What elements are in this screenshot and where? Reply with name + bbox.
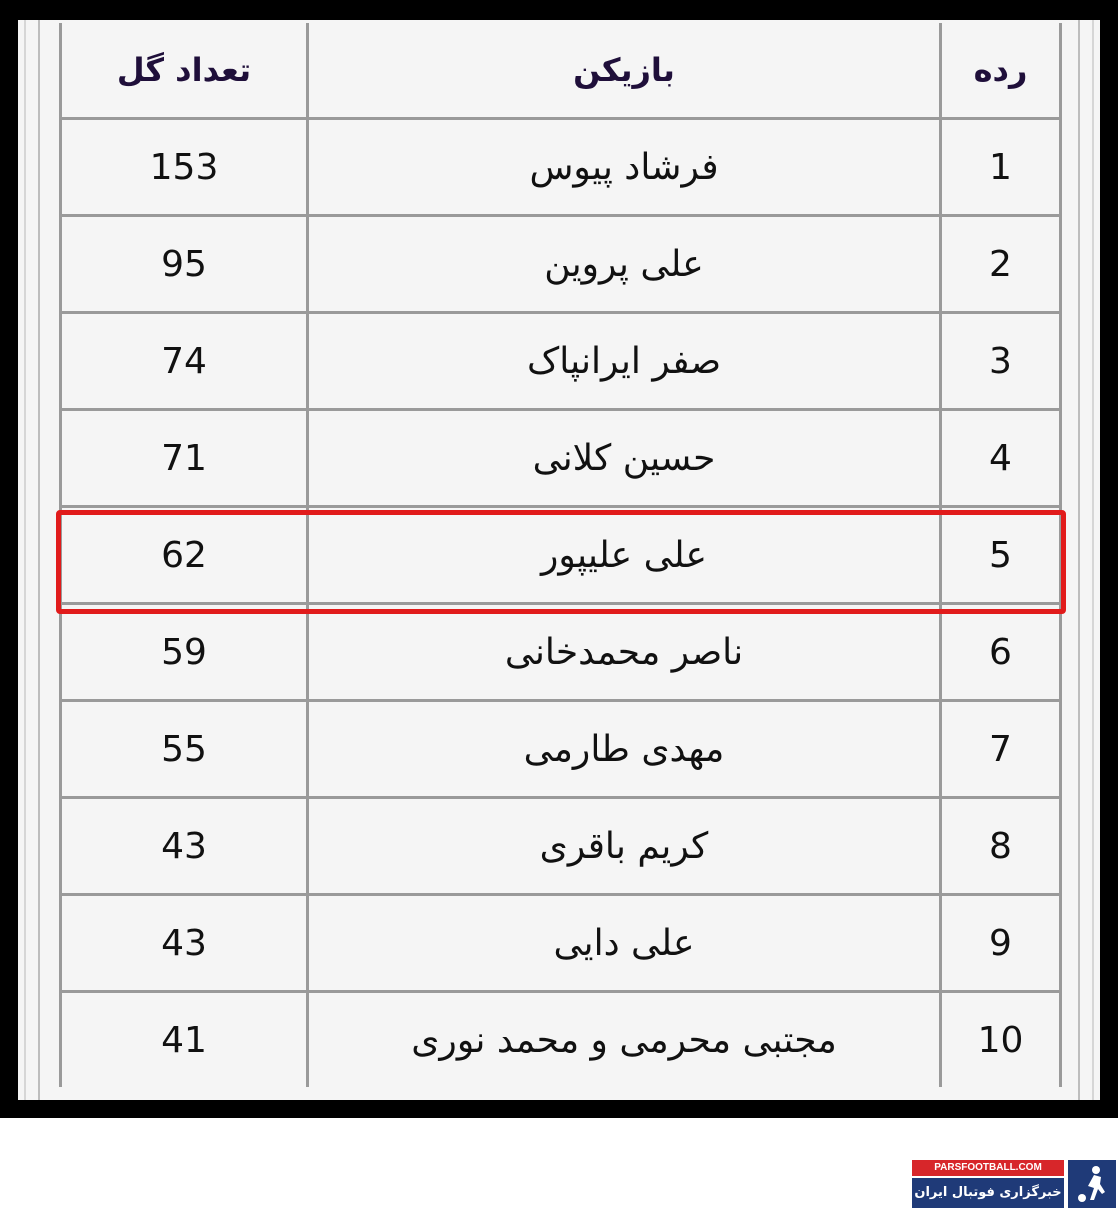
goals-cell: 62 <box>61 507 308 604</box>
goals-cell: 55 <box>61 701 308 798</box>
player-cell: مجتبی محرمی و محمد نوری <box>308 992 941 1088</box>
player-cell: کریم باقری <box>308 798 941 895</box>
goals-cell: 153 <box>61 119 308 216</box>
player-cell: حسین کلانی <box>308 410 941 507</box>
player-cell: مهدی طارمی <box>308 701 941 798</box>
goals-cell: 71 <box>61 410 308 507</box>
sheet-edge-line <box>38 20 40 1100</box>
watermark-tagline: خبرگزاری فوتبال ایران <box>912 1178 1064 1208</box>
sheet-edge-line <box>1092 20 1094 1100</box>
rank-cell: 10 <box>941 992 1061 1088</box>
table-row <box>61 992 1061 1088</box>
table-row <box>61 313 1061 410</box>
sheet-edge-line <box>24 20 26 1100</box>
player-cell: ناصر محمدخانی <box>308 604 941 701</box>
table-header-row <box>61 23 1061 119</box>
sheet-edge-line <box>1078 20 1080 1100</box>
rank-cell: 5 <box>941 507 1061 604</box>
goals-cell: 41 <box>61 992 308 1088</box>
table-row <box>61 119 1061 216</box>
player-cell: علی پروین <box>308 216 941 313</box>
table-row <box>61 895 1061 992</box>
goals-cell: 95 <box>61 216 308 313</box>
player-cell: علی دایی <box>308 895 941 992</box>
rank-cell: 4 <box>941 410 1061 507</box>
top-scorers-table <box>59 23 1062 1087</box>
goals-cell: 59 <box>61 604 308 701</box>
header-player: بازیکن <box>308 23 941 119</box>
rank-cell: 2 <box>941 216 1061 313</box>
rank-cell: 3 <box>941 313 1061 410</box>
goals-cell: 43 <box>61 895 308 992</box>
rank-cell: 9 <box>941 895 1061 992</box>
table-row-highlighted <box>61 507 1061 604</box>
table-row <box>61 798 1061 895</box>
rank-cell: 1 <box>941 119 1061 216</box>
table-row <box>61 216 1061 313</box>
player-cell: علی علیپور <box>308 507 941 604</box>
rank-cell: 6 <box>941 604 1061 701</box>
rank-cell: 7 <box>941 701 1061 798</box>
table-row <box>61 410 1061 507</box>
header-goals: تعداد گل <box>61 23 308 119</box>
rank-cell: 8 <box>941 798 1061 895</box>
goals-cell: 43 <box>61 798 308 895</box>
header-rank: رده <box>941 23 1061 119</box>
table-sheet <box>18 20 1100 1100</box>
table-row <box>61 701 1061 798</box>
parsfootball-watermark <box>912 1160 1118 1210</box>
player-cell: فرشاد پیوس <box>308 119 941 216</box>
football-player-logo-icon <box>1068 1160 1116 1208</box>
table-row <box>61 604 1061 701</box>
watermark-site: PARSFOOTBALL.COM <box>912 1160 1064 1176</box>
player-cell: صفر ایرانپاک <box>308 313 941 410</box>
goals-cell: 74 <box>61 313 308 410</box>
